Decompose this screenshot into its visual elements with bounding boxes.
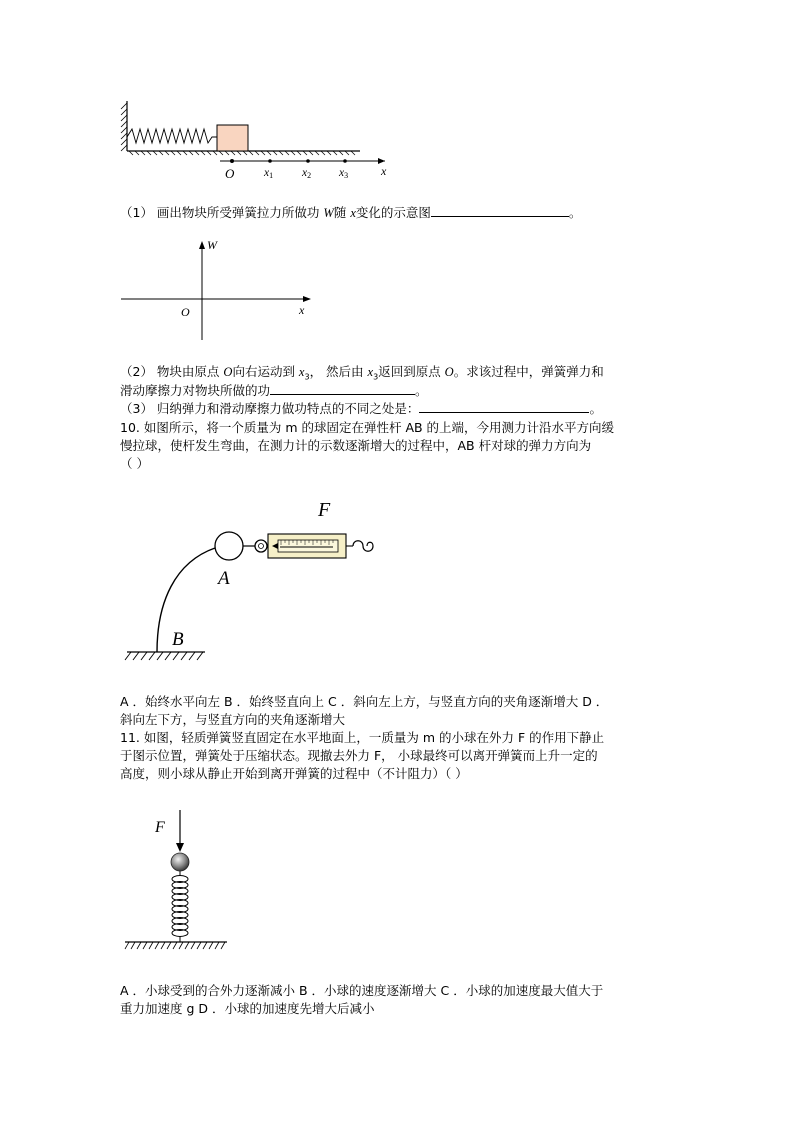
floor-hatch <box>129 151 355 155</box>
q9-part3-end: 。 <box>589 401 602 416</box>
var-x3-sub: 3 <box>304 372 310 382</box>
q9-part1-mid: 随 <box>333 205 351 220</box>
horizontal-axis-arrow <box>303 296 311 302</box>
q9-part1 <box>120 204 581 222</box>
q9-part3-text: （3） 归纳弹力和滑动摩擦力做功特点的不同之处是： <box>120 401 420 416</box>
ground-hatch <box>125 652 203 660</box>
var-o: O <box>223 365 233 379</box>
vertical-axis-arrow <box>199 241 205 249</box>
answer-blank-2[interactable] <box>270 382 415 395</box>
wall-hatch <box>121 103 127 151</box>
label-x3: x3 <box>339 167 349 180</box>
small-ball <box>171 853 189 871</box>
label-a: A <box>218 568 230 589</box>
ground-hatch-2 <box>125 942 225 949</box>
scale-hook <box>353 541 373 552</box>
q10-options-line1: A ．始终水平向左 B ．始终竖直向上 C ．斜向左上方，与竖直方向的夹角逐渐增大 D ． <box>120 694 609 709</box>
elastic-rod <box>157 548 215 652</box>
q10-line3: （ ） <box>120 456 149 471</box>
axis-label-w: W <box>207 238 217 252</box>
x3-dot <box>343 159 347 163</box>
q9-part2-mid: 向右运动到 <box>232 364 299 379</box>
q9-part1-suffix: 变化的示意图 <box>355 205 431 220</box>
vertical-spring-figure <box>115 808 245 958</box>
q11-options-line2: 重力加速度 g D ．小球的加速度先增大后减小 <box>120 1001 375 1016</box>
force-label-f: F <box>155 819 165 836</box>
q11-line3: 高度，则小球从静止开始到离开弹簧的过程中（不计阻力）（ ） <box>120 766 468 781</box>
label-o: O <box>225 166 235 181</box>
var-w: W <box>323 206 334 220</box>
q9-part2-line2-text: 滑动摩擦力对物块所做的功 <box>120 383 271 398</box>
q9-part2-prefix: （2） 物块由原点 <box>120 364 224 379</box>
spring <box>127 129 217 143</box>
q11-line2: 于图示位置，弹簧处于压缩状态。现撤去外力 F， 小球最终可以离开弹簧而上升一定的 <box>120 748 598 763</box>
answer-blank-3[interactable] <box>419 400 589 413</box>
q9-part2-mid3: 返回到原点 <box>378 364 445 379</box>
var-x3b-sub: 3 <box>373 372 379 382</box>
origin-dot <box>230 159 234 163</box>
q9-part3 <box>120 400 602 418</box>
x2-dot <box>306 159 310 163</box>
label-x: x <box>381 164 387 178</box>
elastic-rod-figure <box>115 492 395 672</box>
label-f: F <box>318 499 331 521</box>
coil-spring <box>172 871 188 942</box>
q9-part2-end: 。 <box>415 383 428 398</box>
q11-options-line1: A ．小球受到的合外力逐渐减小 B ．小球的速度逐渐增大 C ．小球的加速度最大值大于 <box>120 983 604 998</box>
label-x2: x2 <box>302 167 312 180</box>
label-b: B <box>172 629 184 650</box>
x1-dot <box>268 159 272 163</box>
var-x3: x <box>298 365 305 379</box>
q11-line1: 11. 如图，轻质弹簧竖直固定在水平地面上，一质量为 m 的小球在外力 F 的作用下静止 <box>120 730 605 745</box>
q10-line1: 10. 如图所示，将一个质量为 m 的球固定在弹性杆 AB 的上端，今用测力计沿水平方向缓 <box>120 420 615 435</box>
q9-part2-mid2: ， 然后由 <box>309 364 368 379</box>
var-o2: O <box>444 365 454 379</box>
q10-options-line2: 斜向左下方，与竖直方向的夹角逐渐增大 <box>120 712 346 727</box>
spring-block-figure <box>115 95 405 185</box>
q9-part1-end: 。 <box>568 205 582 220</box>
q9-part2-line2 <box>120 382 428 400</box>
block <box>217 125 248 151</box>
axis-label-x: x <box>299 303 305 317</box>
q9-part1-prefix: （1） 画出物块所受弹簧拉力所做功 <box>120 205 324 220</box>
q10-line2: 慢拉球，使杆发生弯曲，在测力计的示数逐渐增大的过程中，AB 杆对球的弹力方向为 <box>120 438 592 453</box>
w-x-axes-figure <box>115 235 325 345</box>
q9-part2-suffix: 。求该过程中，弹簧弹力和 <box>453 364 604 379</box>
axis-label-o: O <box>181 305 190 319</box>
label-x1: x1 <box>264 167 274 180</box>
ball <box>215 532 243 560</box>
answer-blank-1[interactable] <box>431 204 569 217</box>
var-x3b: x <box>367 365 374 379</box>
var-x: x <box>350 206 356 220</box>
